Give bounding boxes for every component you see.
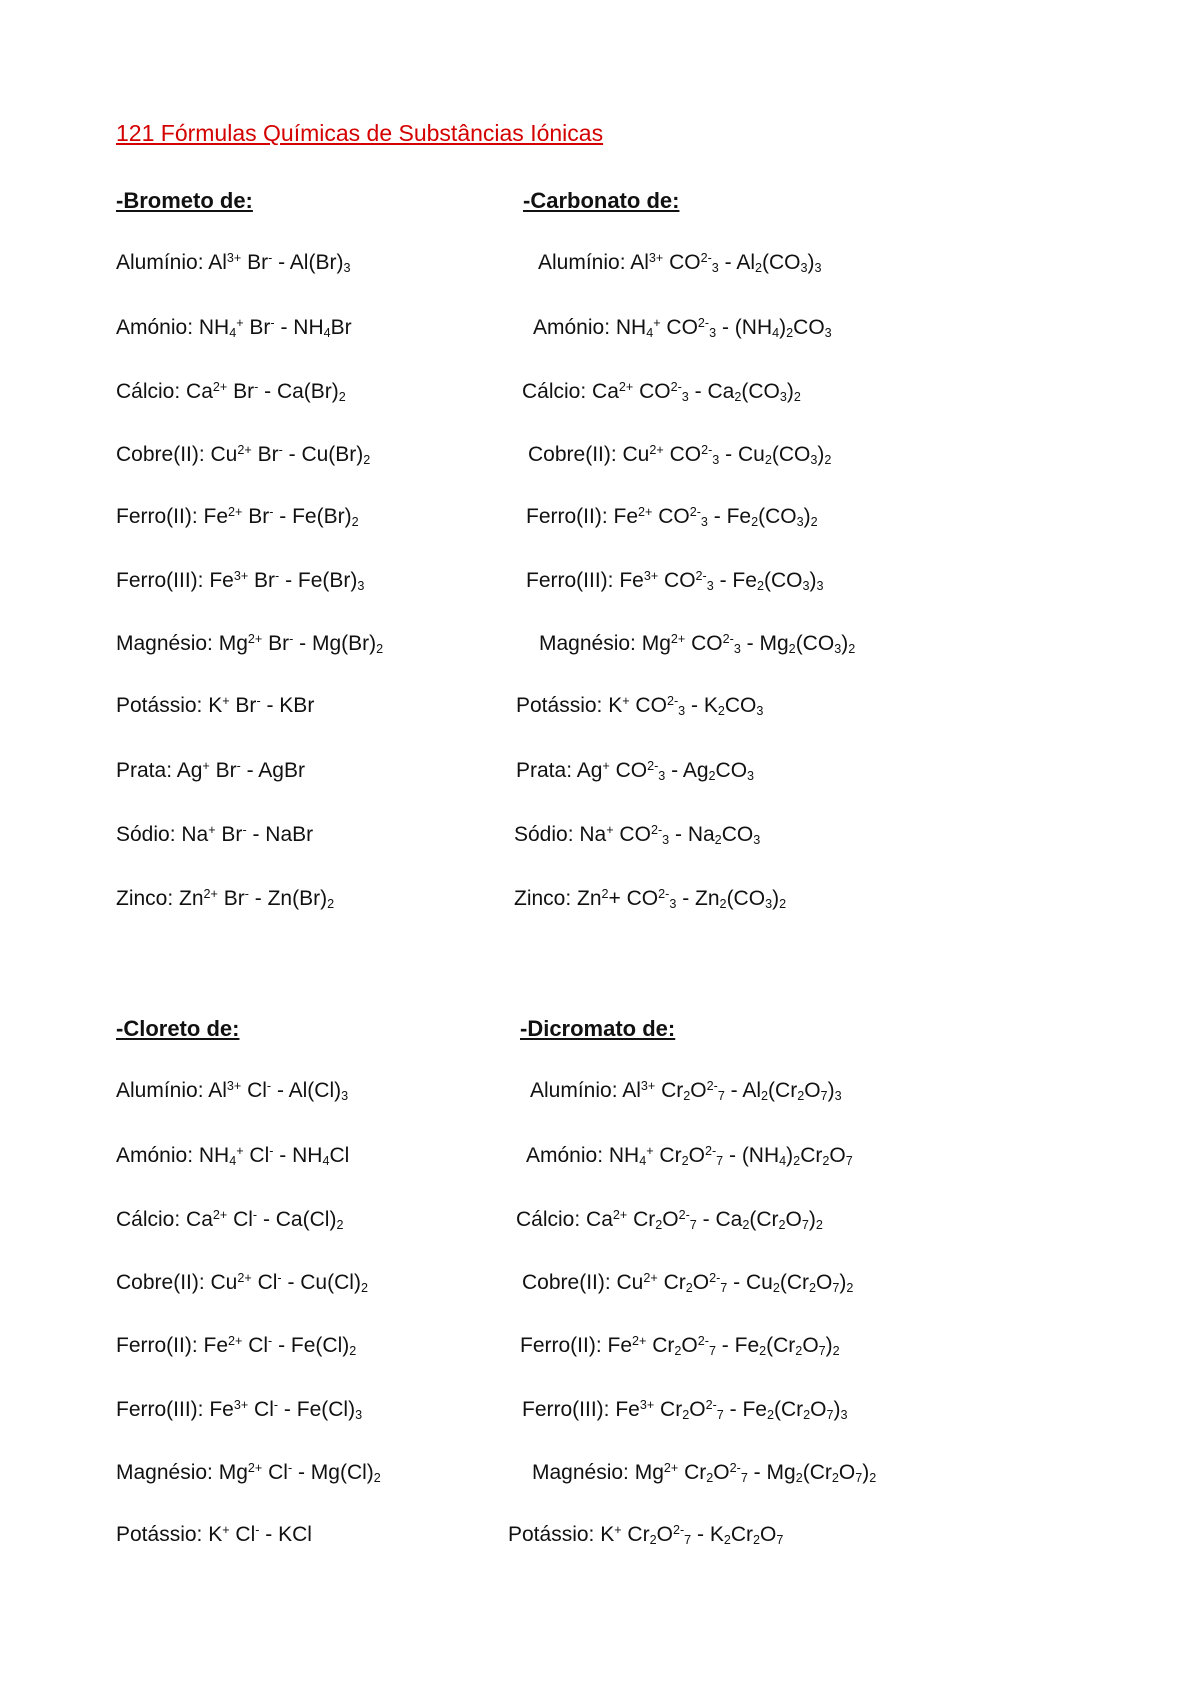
- formula-line: Ferro(II): $Fe^{2+}$ $CO^{2-}_3 - Fe_2(CO_3)_2$: [526, 505, 818, 530]
- formula-line: Amónio: $NH_4^+$ $Br^- - NH_4Br$: [116, 316, 352, 341]
- formula-line: Cálcio: $Ca^{2+}$ $Cr_2O^{2-}_7 - Ca_2(Cr_2O_7)_2$: [516, 1208, 823, 1233]
- formula-line: Prata: Ag+ Br- - AgBr: [116, 759, 305, 782]
- formula-line: Ferro(II): $Fe^{2+}$ $Br^- - Fe(Br)_2$: [116, 505, 359, 530]
- section-heading-dicromato: -Dicromato de:: [520, 1016, 676, 1041]
- formula-line: Cálcio: $Ca^{2+}$ $CO^{2-}_3 - Ca_2(CO_3)_2$: [522, 380, 801, 405]
- formula-line: Ferro(III): $Fe^{3+}$ $CO^{2-}_3 - Fe_2(CO_3)_3$: [526, 569, 824, 594]
- formula-line: Potássio: K+ Br- - KBr: [116, 694, 315, 717]
- formula-line: Ferro(III): $Fe^{3+}$ $Br^- - Fe(Br)_3$: [116, 569, 365, 594]
- formula-line: Cobre(II): $Cu^{2+}$ $Cl^- - Cu(Cl)_2$: [116, 1271, 368, 1296]
- formula-line: Ferro(II): $Fe^{2+}$ $Cl^- - Fe(Cl)_2$: [116, 1334, 357, 1359]
- formula-line: Magnésio: $Mg^{2+}$ $Cr_2O^{2-}_7 - Mg_2(Cr_2O_7)_2$: [532, 1461, 877, 1486]
- formula-line: Prata: Ag+ $CO^{2-}_3 - Ag_2CO_3$: [516, 759, 755, 784]
- formula-line: Cálcio: $Ca^{2+}$ $Cl^- - Ca(Cl)_2$: [116, 1208, 344, 1233]
- formula-line: Potássio: K+ $Cr_2O^{2-}_7 - K_2Cr_2O_7$: [508, 1523, 784, 1548]
- section-heading-cloreto: -Cloreto de:: [116, 1016, 240, 1041]
- formula-line: Sódio: Na+ Br- - NaBr: [116, 823, 314, 846]
- formula-line: Zinco: $Zn^2+ CO^{2-}_3 - Zn_2(CO_3)_2$: [514, 887, 787, 912]
- formula-line: Alumínio: $Al^{3+}$ $Br^- - Al(Br)_3$: [116, 251, 351, 276]
- formula-line: Amónio: $NH_4^+$ $Cr_2O^{2-}_7 - (NH_4)_2Cr_2O_7$: [526, 1144, 853, 1169]
- formula-line: Zinco: $Zn^{2+}$ $Br^- - Zn(Br)_2$: [116, 887, 335, 912]
- formula-line: Potássio: K+ Cl- - KCl: [116, 1523, 312, 1546]
- formula-line: Alumínio: $Al^{3+}$ $CO^{2-}_3 - Al_2(CO_3)_3$: [538, 251, 822, 276]
- formula-line: Ferro(II): $Fe^{2+}$ $Cr_2O^{2-}_7 - Fe_2(Cr_2O_7)_2$: [520, 1334, 840, 1359]
- formula-line: Cobre(II): $Cu^{2+}$ $Cr_2O^{2-}_7 - Cu_2(Cr_2O_7)_2$: [522, 1271, 854, 1296]
- formula-line: Amónio: $NH_4^+$ $Cl^- - NH_4Cl$: [116, 1144, 350, 1169]
- section-heading-brometo: -Brometo de:: [116, 188, 253, 213]
- formula-line: Cobre(II): $Cu^{2+}$ $CO^{2-}_3 - Cu_2(CO_3)_2$: [528, 443, 832, 468]
- formula-line: Alumínio: $Al^{3+}$ $Cr_2O^{2-}_7 - Al_2(Cr_2O_7)_3$: [530, 1079, 842, 1104]
- formula-line: Amónio: $NH_4^+$ $CO^{2-}_3 - (NH_4)_2CO_3$: [533, 316, 832, 341]
- formula-line: Ferro(III): $Fe^{3+}$ $Cl^- - Fe(Cl)_3$: [116, 1398, 363, 1423]
- page-title: 121 Fórmulas Químicas de Substâncias Iónicas: [116, 120, 604, 146]
- formula-line: Cálcio: $Ca^{2+}$ $Br^- - Ca(Br)_2$: [116, 380, 346, 405]
- formula-line: Ferro(III): $Fe^{3+}$ $Cr_2O^{2-}_7 - Fe_2(Cr_2O_7)_3$: [522, 1398, 848, 1423]
- formula-line: Cobre(II): $Cu^{2+}$ $Br^- - Cu(Br)_2$: [116, 443, 371, 468]
- formula-line: Potássio: K+ $CO^{2-}_3 - K_2CO_3$: [516, 694, 764, 719]
- formula-line: Magnésio: $Mg^{2+}$ $CO^{2-}_3 - Mg_2(CO_3)_2$: [539, 632, 856, 657]
- section-heading-carbonato: -Carbonato de:: [523, 188, 680, 213]
- formula-line: Alumínio: $Al^{3+}$ $Cl^- - Al(Cl)_3$: [116, 1079, 349, 1104]
- formula-line: Sódio: Na+ $CO^{2-}_3 - Na_2CO_3$: [514, 823, 761, 848]
- formula-line: Magnésio: $Mg^{2+}$ $Cl^- - Mg(Cl)_2$: [116, 1461, 381, 1486]
- formula-line: Magnésio: $Mg^{2+}$ $Br^- - Mg(Br)_2$: [116, 632, 384, 657]
